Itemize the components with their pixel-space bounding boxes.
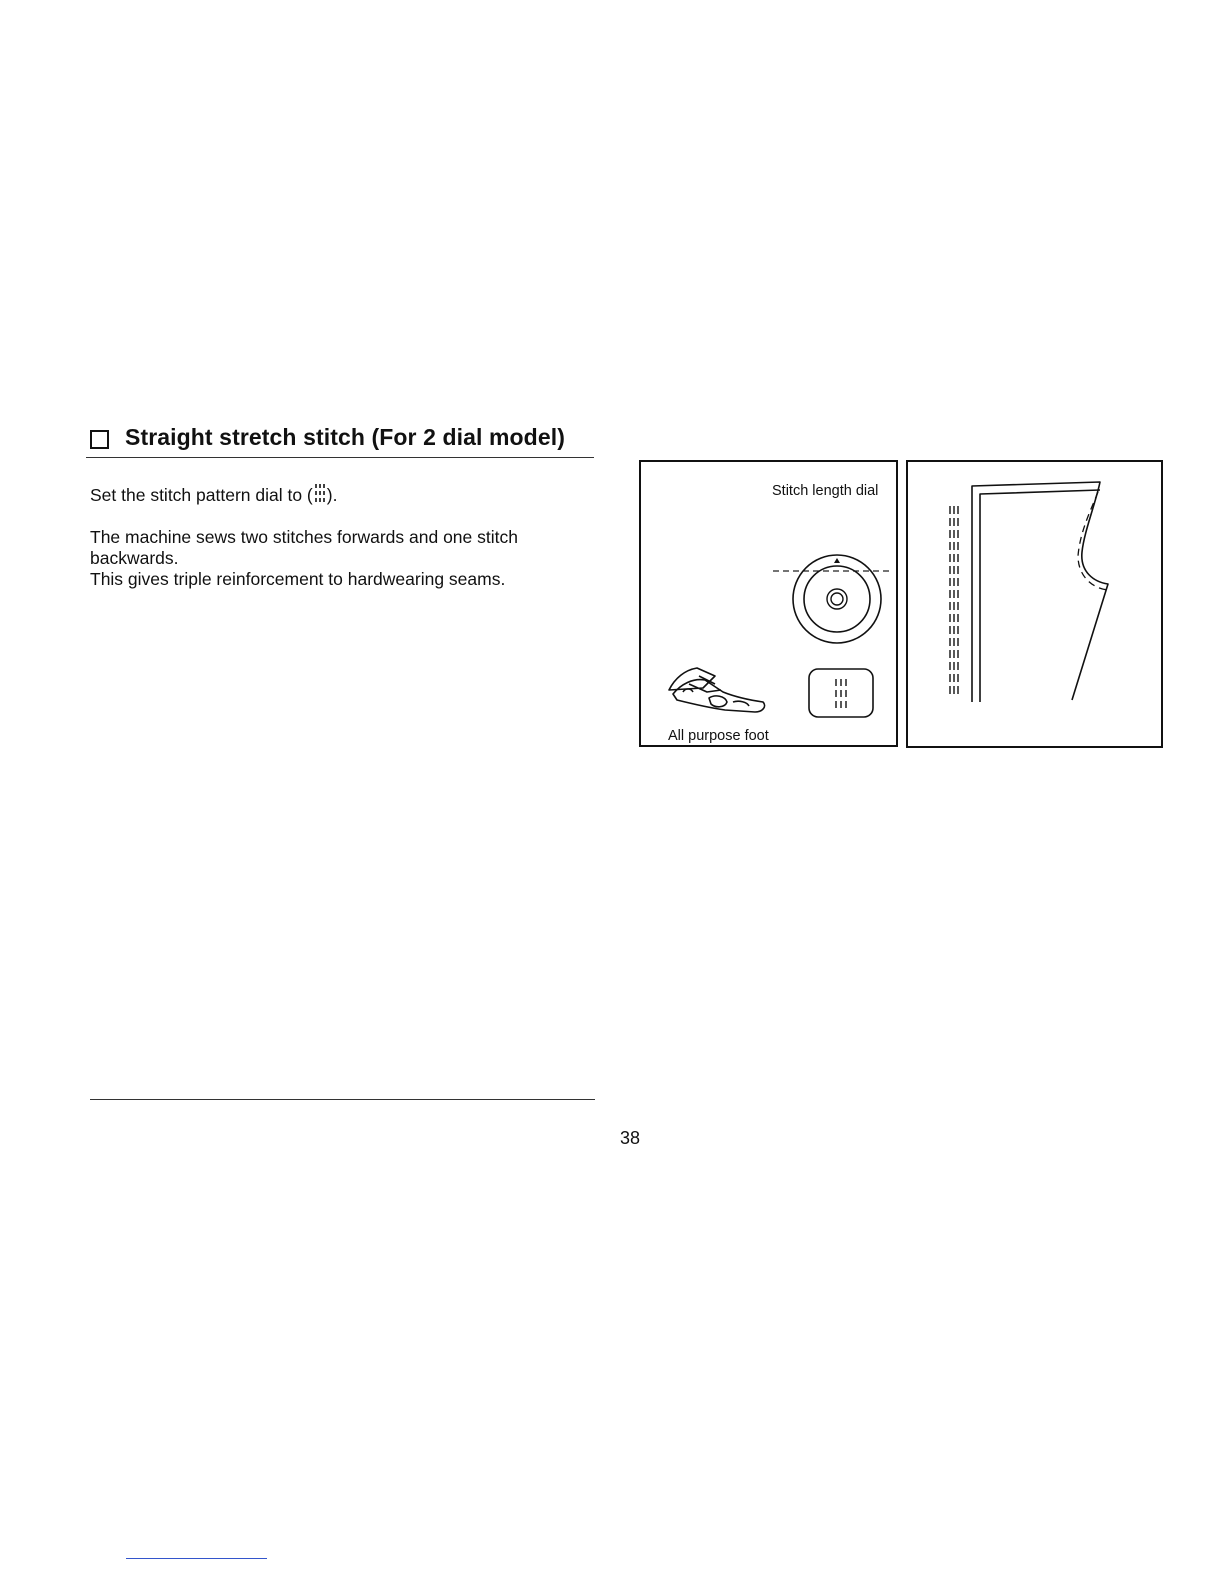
checkbox-icon [90, 430, 109, 449]
page-number: 38 [619, 1128, 641, 1148]
heading-divider [86, 457, 594, 458]
footer-divider [90, 1099, 595, 1100]
instruction-line-1-suffix: ). [326, 485, 338, 505]
section-title: Straight stretch stitch (For 2 dial model) [125, 424, 565, 450]
triple-stitch-pattern-icon [806, 667, 876, 719]
stitch-pattern-icon [313, 483, 327, 505]
triple-stitch-column [950, 506, 958, 694]
section-heading [88, 424, 596, 458]
instruction-paragraph-line-3: This gives triple reinforcement to hardwearing seams. [90, 569, 506, 589]
seam-illustration-figure [906, 460, 1163, 748]
link-underline [126, 1558, 267, 1559]
instruction-line-1-prefix: Set the stitch pattern dial to ( [90, 485, 313, 505]
instruction-paragraph-line-2: backwards. [90, 548, 179, 568]
all-purpose-foot-label: All purpose foot [668, 728, 769, 744]
seam-sewing-illustration [908, 462, 1161, 746]
stitch-length-dial-label: Stitch length dial [772, 483, 879, 499]
all-purpose-foot-icon [663, 662, 773, 730]
instruction-paragraph-line-1: The machine sews two stitches forwards and one stitch [90, 527, 518, 547]
machine-settings-figure [639, 460, 898, 747]
instruction-line-1 [90, 483, 337, 506]
